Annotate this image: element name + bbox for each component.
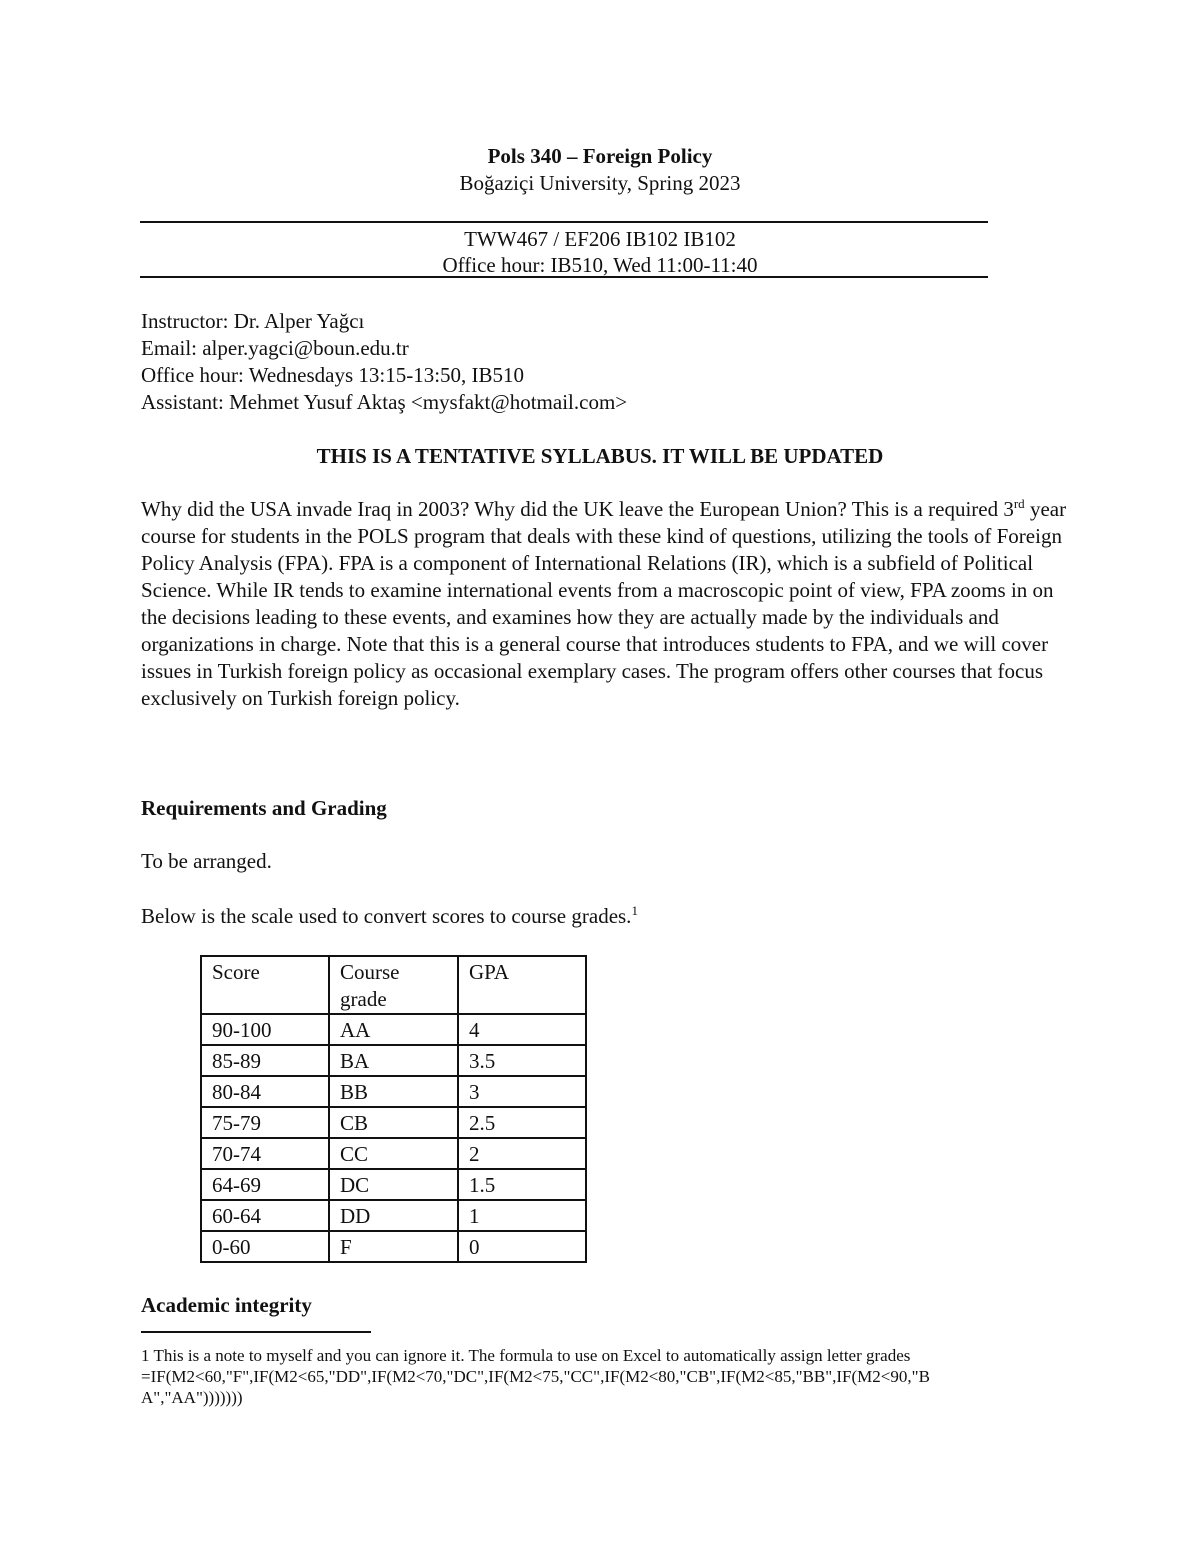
table-row [201, 1138, 586, 1169]
instructor-line: Instructor: Dr. Alper Yağcı [141, 309, 365, 333]
gpa-cell: 2 [458, 1138, 586, 1169]
grade-cell: DD [329, 1200, 458, 1231]
intro-paragraph [141, 496, 1081, 712]
course-subtitle: Boğaziçi University, Spring 2023 [459, 171, 741, 195]
footnote-text: This is a note to myself and you can ignore it. The formula to use on Excel to automatically assign letter grades [149, 1346, 911, 1365]
score-cell: 80-84 [201, 1076, 329, 1107]
score-cell: 0-60 [201, 1231, 329, 1262]
email-line: Email: alper.yagci@boun.edu.tr [141, 336, 409, 360]
footnote [141, 1345, 1061, 1408]
table-row [201, 1045, 586, 1076]
gpa-cell: 3 [458, 1076, 586, 1107]
header-course-grade: Course grade [329, 956, 458, 1014]
table-header-row [201, 956, 586, 1014]
table-row [201, 1200, 586, 1231]
table-row [201, 1076, 586, 1107]
grade-cell: DC [329, 1169, 458, 1200]
class-rooms: TWW467 / EF206 IB102 IB102 [464, 227, 736, 251]
gpa-cell: 1.5 [458, 1169, 586, 1200]
academic-integrity-heading: Academic integrity [141, 1293, 312, 1317]
grade-cell: AA [329, 1014, 458, 1045]
office-hour-room: Office hour: IB510, Wed 11:00-11:40 [442, 253, 758, 277]
tentative-notice: THIS IS A TENTATIVE SYLLABUS. IT WILL BE UPDATED [316, 444, 884, 468]
grade-cell: BA [329, 1045, 458, 1076]
ordinal-suffix: rd [1013, 496, 1025, 511]
score-cell: 70-74 [201, 1138, 329, 1169]
table-row [201, 1169, 586, 1200]
intro-text-rest: year course for students in the POLS program that deals with these kind of questions, utilizing the tools of Foreign Policy Analysis (FPA). FPA is a component of International Relations (IR), which is a subfield of Political Science. While IR tends to examine international events from a macroscopic point of view, FPA zooms in on the decisions leading to these events, and examines how they are actually made by the individuals and organizations in charge. Note that this is a general course that introduces students to FPA, and we will cover issues in Turkish foreign policy as occasional exemplary cases. The program offers other courses that focus exclusively on Turkish foreign policy. [141, 497, 1067, 710]
grade-cell: F [329, 1231, 458, 1262]
score-cell: 75-79 [201, 1107, 329, 1138]
assistant-line: Assistant: Mehmet Yusuf Aktaş <mysfakt@hotmail.com> [141, 390, 628, 414]
scale-sentence: Below is the scale used to convert scores to course grades. [141, 904, 632, 928]
gpa-cell: 3.5 [458, 1045, 586, 1076]
grade-cell: BB [329, 1076, 458, 1107]
top-divider [140, 221, 988, 223]
footnote-formula-line1: =IF(M2<60,"F",IF(M2<65,"DD",IF(M2<70,"DC",IF(M2<75,"CC",IF(M2<80,"CB",IF(M2<85,"BB",IF(M2<90,"B [141, 1367, 930, 1386]
office-hour-line: Office hour: Wednesdays 13:15-13:50, IB510 [141, 363, 525, 387]
grade-cell: CC [329, 1138, 458, 1169]
table-row [201, 1107, 586, 1138]
requirements-text: To be arranged. [141, 849, 272, 873]
gpa-cell: 1 [458, 1200, 586, 1231]
requirements-heading: Requirements and Grading [141, 796, 387, 820]
header-score: Score [201, 956, 329, 1014]
gpa-cell: 2.5 [458, 1107, 586, 1138]
footnote-separator [141, 1331, 371, 1333]
score-cell: 60-64 [201, 1200, 329, 1231]
table-row [201, 1014, 586, 1045]
grade-cell: CB [329, 1107, 458, 1138]
score-cell: 64-69 [201, 1169, 329, 1200]
score-cell: 85-89 [201, 1045, 329, 1076]
footnote-number: 1 [141, 1346, 150, 1365]
grade-table [200, 955, 587, 1263]
bottom-divider [140, 276, 988, 278]
gpa-cell: 4 [458, 1014, 586, 1045]
scale-text [141, 903, 638, 930]
score-cell: 90-100 [201, 1014, 329, 1045]
gpa-cell: 0 [458, 1231, 586, 1262]
footnote-formula-line2: A","AA"))))))) [141, 1388, 243, 1407]
header-gpa: GPA [458, 956, 586, 1014]
footnote-reference[interactable]: 1 [631, 903, 638, 918]
course-title: Pols 340 – Foreign Policy [487, 144, 713, 168]
intro-text-start: Why did the USA invade Iraq in 2003? Why did the UK leave the European Union? This is a required 3 [141, 497, 1014, 521]
table-row [201, 1231, 586, 1262]
